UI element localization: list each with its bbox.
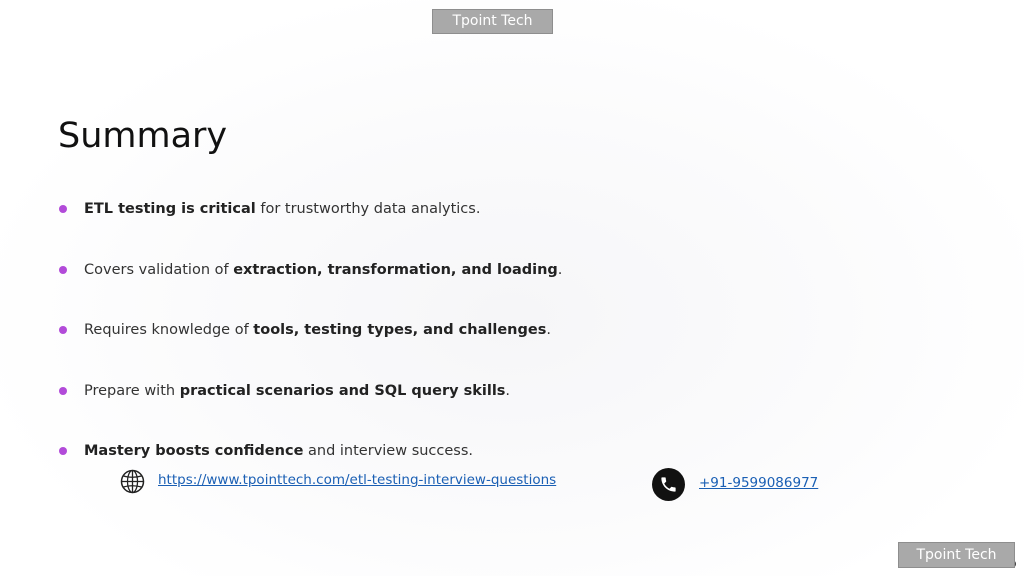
bullet-text [84,437,473,465]
bullet-text [84,195,480,223]
phone-link[interactable]: +91-9599086977 [699,475,819,491]
bullet-rest: and interview success. [303,443,474,459]
bullet-dot [59,447,67,455]
bullet-post: . [546,322,551,338]
list-item [58,256,658,317]
bullet-pre: Prepare with [84,382,180,399]
bullet-text [84,256,562,284]
bullet-text [84,377,510,405]
bullet-bold: extraction, transformation, and loading [233,261,558,278]
bullet-dot [59,205,67,213]
website-link[interactable]: https://www.tpointtech.com/etl-testing-interview-questions [158,472,557,488]
bullet-dot [59,266,67,274]
bullet-dot [59,387,67,395]
bullet-bold: ETL testing is critical [84,201,256,217]
bullet-post: . [505,382,511,399]
bullet-pre: Requires knowledge of [84,322,254,338]
footer-badge: Tpoint Tech [898,542,1015,568]
bullet-bold: Mastery boosts confidence [84,443,304,459]
list-item [58,195,658,256]
bullet-bold: tools, testing types, and challenges [253,322,547,338]
bullet-bold: practical scenarios and SQL query skills [179,382,506,399]
bullet-rest: for trustworthy data analytics. [255,201,481,217]
summary-list [58,195,658,498]
phone-icon [652,468,685,501]
header-badge: Tpoint Tech [432,9,553,34]
list-item [58,316,658,377]
page-title: Summary [58,116,228,156]
globe-icon [120,469,145,494]
bullet-pre: Covers validation of [84,261,234,278]
list-item [58,377,658,438]
bullet-text [84,316,551,344]
bullet-dot [59,326,67,334]
bullet-post: . [557,261,563,278]
list-item [58,437,658,498]
